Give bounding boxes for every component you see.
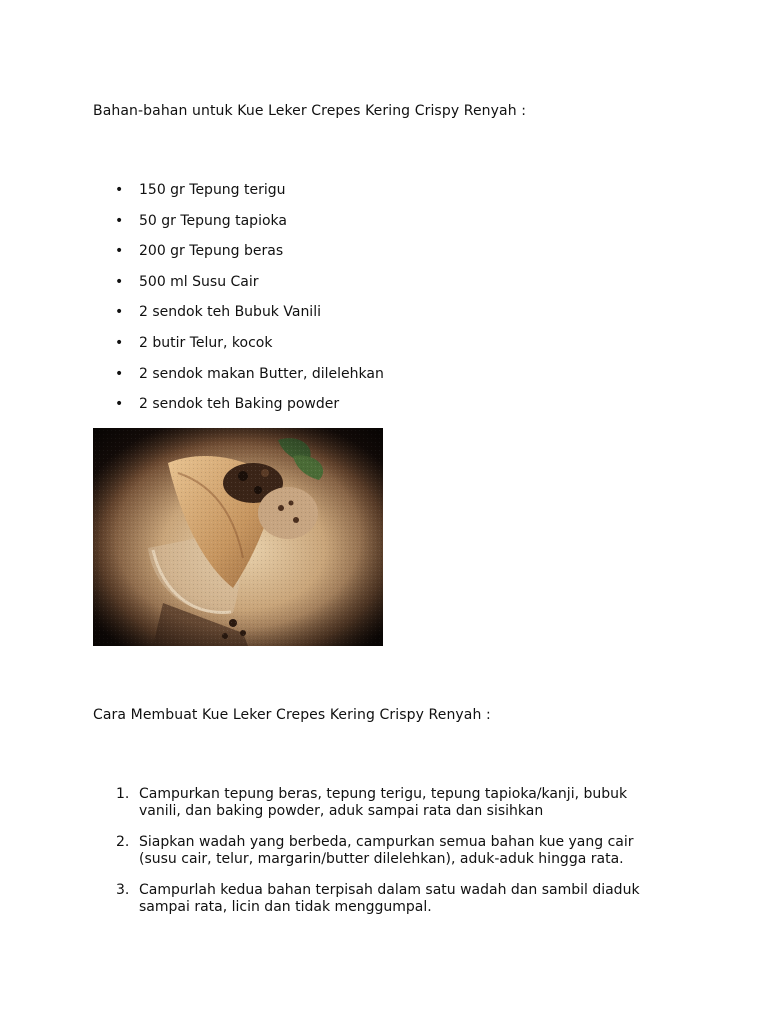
bullet: •: [115, 334, 124, 351]
step-number: 1.: [116, 786, 130, 802]
bullet: •: [115, 365, 124, 382]
list-item: [0, 834, 659, 868]
step-number: 2.: [116, 834, 130, 850]
list-item: [0, 786, 659, 820]
step-number: 3.: [116, 882, 130, 898]
ingredient-text: 2 sendok teh Baking powder: [139, 396, 340, 413]
list-item: [0, 882, 659, 916]
bullet: •: [115, 243, 124, 260]
ingredient-text: 500 ml Susu Cair: [139, 273, 259, 290]
ingredient-text: 150 gr Tepung terigu: [139, 182, 286, 198]
bullet: •: [115, 182, 124, 198]
bullet: •: [115, 396, 124, 413]
ingredient-text: 50 gr Tepung tapioka: [139, 212, 287, 229]
ingredients-heading: Bahan-bahan untuk Kue Leker Crepes Kering Crispy Renyah :: [93, 103, 527, 119]
step-text: Campurkan tepung beras, tepung terigu, tepung tapioka/kanji, bubuk vanili, dan baking powder, aduk sampai rata dan sisihkan: [139, 786, 628, 819]
steps-heading: Cara Membuat Kue Leker Crepes Kering Crispy Renyah :: [93, 707, 491, 723]
ingredient-text: 2 sendok makan Butter, dilelehkan: [139, 365, 384, 382]
bullet: •: [115, 304, 124, 321]
step-text: Siapkan wadah yang berbeda, campurkan semua bahan kue yang cair (susu cair, telur, margarin/butter dilelehkan), aduk-aduk hingga rata.: [139, 834, 634, 867]
step-text: Campurlah kedua bahan terpisah dalam satu wadah dan sambil diaduk sampai rata, licin dan tidak menggumpal.: [139, 882, 640, 915]
ingredient-text: 2 butir Telur, kocok: [139, 334, 273, 351]
bullet: •: [115, 212, 124, 229]
ingredient-text: 200 gr Tepung beras: [139, 243, 284, 260]
ingredient-text: 2 sendok teh Bubuk Vanili: [139, 304, 321, 321]
bullet: •: [115, 273, 124, 290]
steps-list: [0, 786, 659, 930]
crepe-photo: [93, 428, 383, 646]
